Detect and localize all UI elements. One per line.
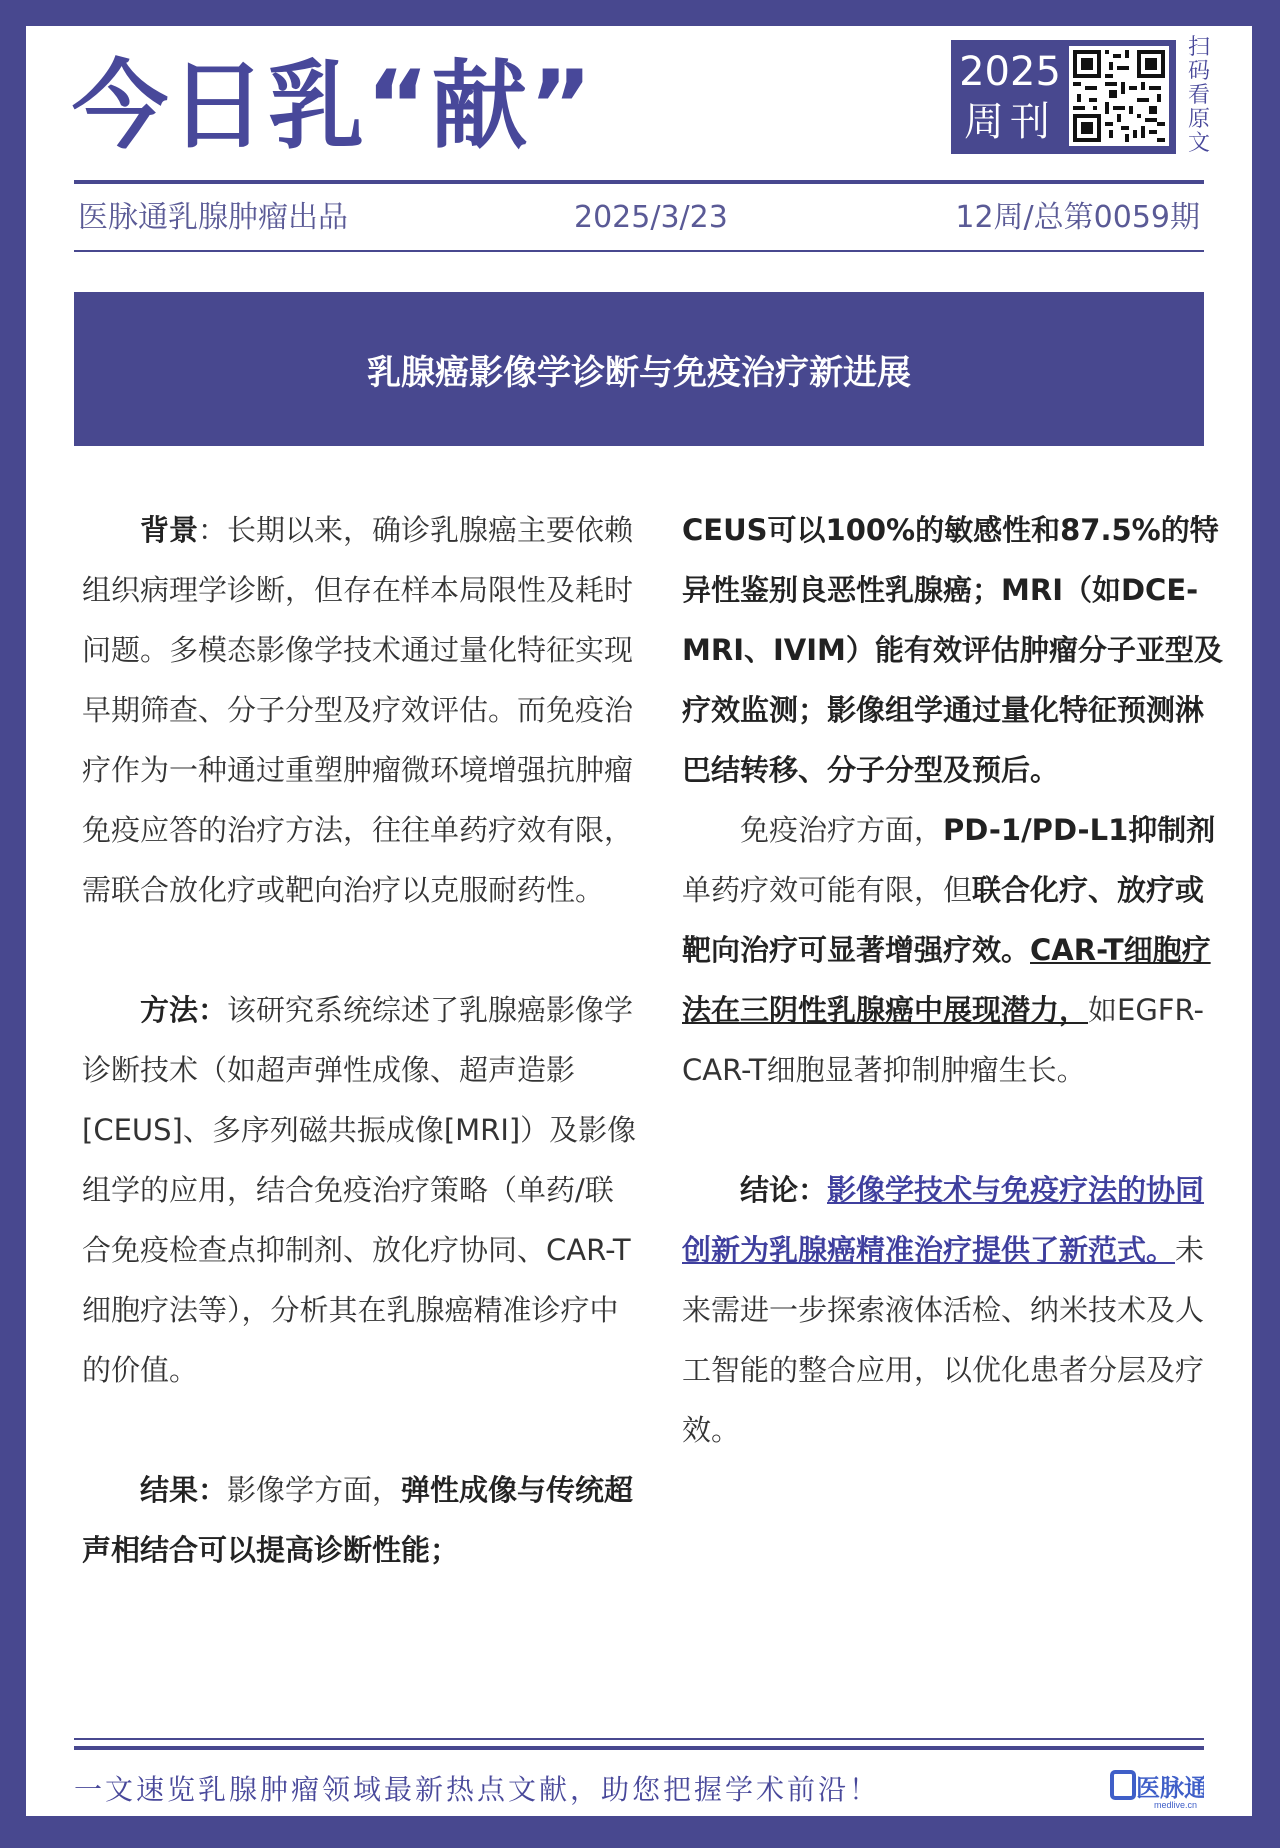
- conclusion-label: 结论：: [740, 1173, 828, 1207]
- weekly-label: 周刊: [964, 99, 1056, 145]
- immuno-bold-2: 联合化疗、放疗或靶向治疗可显著增强疗效。: [682, 873, 1205, 967]
- background-paragraph: [82, 500, 638, 920]
- qr-code-icon[interactable]: [1069, 46, 1169, 146]
- logo-sub: medlive.cn: [1154, 1800, 1198, 1810]
- left-column: [82, 500, 638, 1580]
- conclusion-highlight: 影像学技术与免疫疗法的协同创新为乳腺癌精准治疗提供了新范式。: [682, 1173, 1205, 1267]
- immunotherapy-paragraph: [682, 800, 1230, 1100]
- issue-number: 12周/总第0059期: [955, 200, 1200, 235]
- results-label: 结果：: [140, 1473, 228, 1507]
- info-row: [78, 196, 1200, 240]
- results-paragraph: [82, 1460, 638, 1580]
- results-bold-continued: CEUS可以100%的敏感性和87.5%的特异性鉴别良恶性乳腺癌；MRI（如DCE-MRI、IVIM）能有效评估肿瘤分子亚型及疗效监测；影像组学通过量化特征预测淋巴结转移、分子分型及预后。: [682, 513, 1223, 787]
- logo-text: 医脉通: [1136, 1775, 1204, 1802]
- methods-text: 该研究系统综述了乳腺癌影像学诊断技术（如超声弹性成像、超声造影[CEUS]、多序列磁共振成像[MRI]）及影像组学的应用，结合免疫治疗策略（单药/联合免疫检查点抑制剂、放化疗协同、CAR-T细胞疗法等），分析其在乳腺癌精准诊疗中的价值。: [82, 993, 637, 1387]
- issue-date: 2025/3/23: [574, 200, 728, 235]
- footer-rule-bottom: [74, 1746, 1204, 1750]
- scan-label: 扫码看原文: [1187, 35, 1210, 156]
- footer-rule-top: [74, 1738, 1204, 1740]
- publisher: 医脉通乳腺肿瘤出品: [78, 200, 348, 235]
- background-label: 背景: [140, 513, 199, 547]
- header-rule-top: [74, 180, 1204, 184]
- results-bold: 弹性成像与传统超声相结合可以提高诊断性能；: [82, 1473, 634, 1567]
- medlive-logo: [1110, 1766, 1204, 1810]
- methods-label: 方法：: [140, 993, 228, 1027]
- immuno-text-1: 免疫治疗方面，: [740, 813, 944, 847]
- methods-paragraph: [82, 980, 638, 1400]
- header-rule-bottom: [74, 250, 1204, 252]
- masthead-title: 今日乳“献”: [72, 50, 595, 162]
- conclusion-text: 未来需进一步探索液体活检、纳米技术及人工智能的整合应用，以优化患者分层及疗效。: [682, 1233, 1205, 1447]
- footer: [74, 1766, 1204, 1816]
- results-text: 影像学方面，: [227, 1473, 402, 1507]
- background-text: ：长期以来，确诊乳腺癌主要依赖组织病理学诊断，但存在样本局限性及耗时问题。多模态影像学技术通过量化特征实现早期筛查、分子分型及疗效评估。而免疫治疗作为一种通过重塑肿瘤微环境增强抗肿瘤免疫应答的治疗方法，往往单药疗效有限，需联合放化疗或靶向治疗以克服耐药性。: [82, 513, 634, 907]
- right-column: [682, 500, 1230, 1460]
- results-continued: [682, 500, 1230, 800]
- immuno-bold-1: PD-1/PD-L1抑制剂: [943, 813, 1216, 847]
- weekly-badge: [951, 40, 1176, 154]
- footer-slogan: 一文速览乳腺肿瘤领域最新热点文献，助您把握学术前沿！: [74, 1773, 881, 1806]
- weekly-year: 2025: [959, 49, 1061, 95]
- article-title: 乳腺癌影像学诊断与免疫治疗新进展: [74, 292, 1204, 446]
- immuno-text-3: 如EGFR-CAR-T细胞显著抑制肿瘤生长。: [682, 993, 1204, 1087]
- car-t-highlight: CAR-T细胞疗法在三阴性乳腺癌中展现潜力，: [682, 933, 1211, 1027]
- page: [26, 26, 1252, 1816]
- conclusion-paragraph: [682, 1160, 1230, 1460]
- immuno-text-2: 单药疗效可能有限，但: [682, 873, 973, 907]
